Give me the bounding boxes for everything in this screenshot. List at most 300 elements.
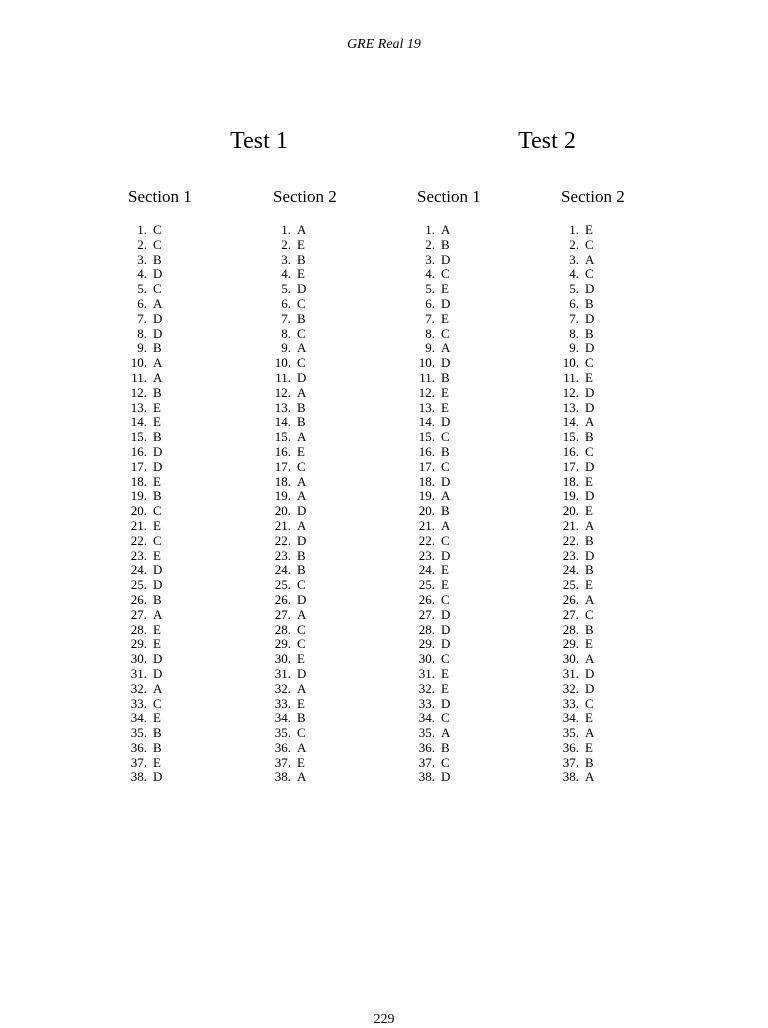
answer-row [414, 504, 484, 519]
question-number: 29. [274, 636, 291, 652]
question-number: 13. [418, 399, 435, 415]
answer-letter: E [441, 665, 449, 681]
answer-letter: A [297, 222, 307, 237]
answer-letter: D [153, 665, 163, 681]
answer-letter: E [153, 414, 161, 430]
answer-row [414, 563, 484, 578]
question-number: 14. [130, 414, 147, 430]
question-number: 30. [418, 651, 435, 667]
answer-row [558, 356, 628, 371]
question-number: 14. [562, 414, 579, 430]
answer-row [414, 297, 484, 312]
answer-letter: E [441, 680, 449, 696]
answer-row [126, 608, 196, 623]
question-number: 26. [130, 591, 147, 607]
answer-row [126, 475, 196, 490]
answer-row [270, 726, 340, 741]
answer-row [270, 445, 340, 460]
answer-row [270, 563, 340, 578]
question-number: 9. [137, 340, 147, 356]
question-number: 20. [418, 503, 435, 519]
question-number: 2. [281, 236, 291, 252]
answer-letter: D [297, 591, 307, 607]
answer-row [270, 327, 340, 342]
answer-letter: E [153, 710, 161, 726]
question-number: 22. [274, 532, 291, 548]
answer-row [414, 741, 484, 756]
question-number: 35. [274, 725, 291, 741]
question-number: 33. [274, 695, 291, 711]
answer-row [414, 415, 484, 430]
answer-row [414, 697, 484, 712]
answer-letter: A [297, 473, 307, 489]
answer-row [270, 504, 340, 519]
answer-row [558, 253, 628, 268]
answer-row [270, 371, 340, 386]
answer-row [558, 415, 628, 430]
answer-row [126, 623, 196, 638]
answer-row [414, 238, 484, 253]
answer-row [558, 430, 628, 445]
answer-letter: B [585, 621, 594, 637]
answer-row [558, 623, 628, 638]
answer-row [126, 223, 196, 238]
answer-letter: D [297, 532, 307, 548]
answer-letter: D [585, 340, 595, 356]
answer-row [414, 312, 484, 327]
answer-row [126, 386, 196, 401]
answer-letter: E [441, 399, 449, 415]
answer-letter: D [441, 473, 451, 489]
answer-letter: D [585, 547, 595, 563]
answer-row [558, 371, 628, 386]
question-number: 27. [274, 606, 291, 622]
test-1-section-2-answers [270, 223, 340, 785]
answer-row [270, 578, 340, 593]
answer-letter: E [585, 710, 593, 726]
answer-row [126, 401, 196, 416]
answer-row [126, 460, 196, 475]
answer-row [414, 608, 484, 623]
answer-row [558, 341, 628, 356]
answer-row [414, 341, 484, 356]
answer-letter: E [297, 236, 305, 252]
answer-row [270, 534, 340, 549]
answer-row [558, 697, 628, 712]
question-number: 38. [274, 769, 291, 785]
question-number: 10. [562, 355, 579, 371]
answer-letter: E [297, 266, 305, 282]
answer-letter: C [153, 695, 162, 711]
question-number: 37. [274, 754, 291, 770]
answer-row [270, 667, 340, 682]
answer-letter: A [297, 488, 307, 504]
answer-row [558, 489, 628, 504]
answer-letter: B [441, 236, 450, 252]
question-number: 23. [274, 547, 291, 563]
answer-row [414, 667, 484, 682]
question-number: 24. [418, 562, 435, 578]
question-number: 31. [130, 665, 147, 681]
question-number: 7. [137, 310, 147, 326]
question-number: 10. [130, 355, 147, 371]
answer-letter: E [441, 577, 449, 593]
answer-row [126, 267, 196, 282]
answer-row [126, 726, 196, 741]
answer-row [558, 312, 628, 327]
question-number: 20. [562, 503, 579, 519]
answer-letter: A [585, 725, 595, 741]
answer-letter: D [441, 695, 451, 711]
answer-letter: E [585, 577, 593, 593]
answer-letter: B [153, 725, 162, 741]
answer-row [558, 593, 628, 608]
test-1-section-1-answers [126, 223, 196, 785]
question-number: 26. [418, 591, 435, 607]
question-number: 36. [130, 739, 147, 755]
answer-row [414, 593, 484, 608]
answer-letter: C [585, 443, 594, 459]
question-number: 19. [130, 488, 147, 504]
answer-row [558, 223, 628, 238]
question-number: 38. [562, 769, 579, 785]
answer-letter: C [585, 236, 594, 252]
answer-row [270, 460, 340, 475]
answer-row [270, 519, 340, 534]
answer-letter: C [441, 266, 450, 282]
answer-row [270, 415, 340, 430]
question-number: 12. [418, 384, 435, 400]
answer-letter: A [585, 651, 595, 667]
answer-letter: A [297, 384, 307, 400]
answer-letter: D [441, 295, 451, 311]
answer-letter: E [441, 384, 449, 400]
question-number: 28. [130, 621, 147, 637]
question-number: 21. [274, 517, 291, 533]
question-number: 19. [418, 488, 435, 504]
question-number: 15. [130, 429, 147, 445]
answer-row [126, 519, 196, 534]
answer-letter: C [297, 621, 306, 637]
answer-row [558, 770, 628, 785]
question-number: 33. [562, 695, 579, 711]
question-number: 33. [130, 695, 147, 711]
answer-letter: C [297, 636, 306, 652]
answer-row [270, 238, 340, 253]
answer-letter: D [585, 680, 595, 696]
question-number: 37. [130, 754, 147, 770]
answer-letter: B [585, 325, 594, 341]
question-number: 1. [137, 222, 147, 237]
question-number: 1. [569, 222, 579, 237]
question-number: 15. [418, 429, 435, 445]
question-number: 14. [418, 414, 435, 430]
answer-letter: D [153, 443, 163, 459]
answer-letter: E [153, 636, 161, 652]
question-number: 34. [274, 710, 291, 726]
answer-letter: D [297, 665, 307, 681]
question-number: 30. [562, 651, 579, 667]
answer-row [558, 534, 628, 549]
answer-letter: D [153, 266, 163, 282]
answer-letter: D [585, 281, 595, 297]
answer-letter: E [441, 281, 449, 297]
answer-row [270, 697, 340, 712]
answer-row [414, 534, 484, 549]
answer-letter: D [153, 458, 163, 474]
answer-letter: B [585, 429, 594, 445]
question-number: 10. [274, 355, 291, 371]
answer-letter: A [153, 680, 163, 696]
answer-letter: B [297, 547, 306, 563]
answer-letter: D [585, 384, 595, 400]
question-number: 6. [281, 295, 291, 311]
question-number: 17. [418, 458, 435, 474]
question-number: 6. [569, 295, 579, 311]
question-number: 24. [274, 562, 291, 578]
question-number: 38. [130, 769, 147, 785]
question-number: 12. [130, 384, 147, 400]
answer-letter: C [585, 606, 594, 622]
answer-row [126, 534, 196, 549]
question-number: 27. [130, 606, 147, 622]
answer-letter: E [585, 369, 593, 385]
answer-letter: A [153, 295, 163, 311]
answer-row [270, 386, 340, 401]
answer-letter: D [153, 651, 163, 667]
answer-row [270, 623, 340, 638]
answer-letter: C [297, 325, 306, 341]
answer-row [414, 356, 484, 371]
answer-row [270, 475, 340, 490]
answer-row [126, 430, 196, 445]
answer-row [270, 356, 340, 371]
answer-letter: C [153, 222, 162, 237]
question-number: 36. [562, 739, 579, 755]
question-number: 6. [137, 295, 147, 311]
answer-row [126, 741, 196, 756]
answer-row [126, 770, 196, 785]
answer-row [414, 327, 484, 342]
answer-letter: E [297, 651, 305, 667]
answer-row [270, 297, 340, 312]
question-number: 28. [418, 621, 435, 637]
question-number: 21. [418, 517, 435, 533]
question-number: 8. [137, 325, 147, 341]
question-number: 27. [562, 606, 579, 622]
answer-letter: B [441, 503, 450, 519]
answer-row [414, 445, 484, 460]
answer-row [270, 430, 340, 445]
answer-letter: D [153, 562, 163, 578]
answer-letter: C [441, 754, 450, 770]
answer-row [558, 578, 628, 593]
answer-letter: A [585, 517, 595, 533]
answer-row [270, 223, 340, 238]
answer-row [414, 371, 484, 386]
answer-letter: B [297, 710, 306, 726]
question-number: 19. [562, 488, 579, 504]
answer-row [558, 726, 628, 741]
question-number: 24. [130, 562, 147, 578]
question-number: 23. [418, 547, 435, 563]
answer-letter: B [153, 591, 162, 607]
question-number: 11. [131, 369, 147, 385]
answer-row [270, 267, 340, 282]
answer-row [126, 652, 196, 667]
answer-letter: A [585, 251, 595, 267]
answer-letter: B [153, 488, 162, 504]
question-number: 20. [130, 503, 147, 519]
answer-row [126, 312, 196, 327]
question-number: 24. [562, 562, 579, 578]
question-number: 19. [274, 488, 291, 504]
answer-row [558, 682, 628, 697]
answer-row [126, 593, 196, 608]
answer-letter: C [441, 532, 450, 548]
question-number: 32. [130, 680, 147, 696]
answer-letter: E [153, 754, 161, 770]
answer-letter: E [585, 739, 593, 755]
answer-letter: D [441, 547, 451, 563]
answer-letter: E [297, 695, 305, 711]
page-number: 229 [373, 1012, 395, 1027]
answer-row [126, 341, 196, 356]
answer-row [558, 637, 628, 652]
answer-letter: D [297, 281, 307, 297]
answer-letter: C [297, 725, 306, 741]
answer-letter: C [297, 355, 306, 371]
answer-letter: C [585, 695, 594, 711]
question-number: 33. [418, 695, 435, 711]
answer-letter: A [297, 340, 307, 356]
answer-row [270, 401, 340, 416]
answer-row [126, 445, 196, 460]
answer-row [270, 741, 340, 756]
answer-row [414, 652, 484, 667]
answer-row [558, 711, 628, 726]
question-number: 7. [281, 310, 291, 326]
answer-letter: D [585, 399, 595, 415]
question-number: 25. [418, 577, 435, 593]
question-number: 13. [274, 399, 291, 415]
question-number: 28. [562, 621, 579, 637]
answer-letter: B [297, 399, 306, 415]
test-1-title: Test 1 [230, 128, 288, 154]
answer-letter: C [585, 355, 594, 371]
question-number: 20. [274, 503, 291, 519]
question-number: 25. [130, 577, 147, 593]
answer-letter: B [441, 443, 450, 459]
answer-letter: C [441, 591, 450, 607]
answer-row [558, 327, 628, 342]
answer-row [126, 563, 196, 578]
question-number: 4. [137, 266, 147, 282]
answer-letter: B [297, 562, 306, 578]
answer-row [270, 682, 340, 697]
answer-row [558, 297, 628, 312]
question-number: 8. [569, 325, 579, 341]
answer-letter: E [585, 636, 593, 652]
answer-row [414, 267, 484, 282]
answer-row [558, 282, 628, 297]
answer-row [414, 711, 484, 726]
answer-row [414, 253, 484, 268]
answer-letter: D [297, 369, 307, 385]
answer-letter: C [441, 458, 450, 474]
answer-letter: C [585, 266, 594, 282]
answer-letter: C [297, 458, 306, 474]
answer-letter: B [297, 310, 306, 326]
answer-letter: D [441, 355, 451, 371]
question-number: 11. [419, 369, 435, 385]
answer-row [414, 430, 484, 445]
question-number: 35. [562, 725, 579, 741]
question-number: 5. [569, 281, 579, 297]
question-number: 5. [281, 281, 291, 297]
question-number: 34. [562, 710, 579, 726]
question-number: 34. [130, 710, 147, 726]
question-number: 7. [569, 310, 579, 326]
answer-letter: C [441, 651, 450, 667]
test-1-section-2-title: Section 2 [273, 187, 337, 206]
question-number: 31. [274, 665, 291, 681]
test-2-section-2-title: Section 2 [561, 187, 625, 206]
answer-row [558, 445, 628, 460]
question-number: 16. [274, 443, 291, 459]
answer-row [126, 578, 196, 593]
answer-row [558, 460, 628, 475]
answer-row [414, 282, 484, 297]
answer-letter: C [297, 295, 306, 311]
answer-letter: E [441, 310, 449, 326]
question-number: 10. [418, 355, 435, 371]
answer-letter: D [441, 251, 451, 267]
question-number: 25. [562, 577, 579, 593]
question-number: 37. [562, 754, 579, 770]
answer-letter: A [297, 429, 307, 445]
answer-letter: C [153, 503, 162, 519]
answer-letter: A [297, 606, 307, 622]
answer-letter: C [153, 281, 162, 297]
answer-letter: D [153, 325, 163, 341]
question-number: 23. [130, 547, 147, 563]
question-number: 28. [274, 621, 291, 637]
answer-letter: B [585, 754, 594, 770]
answer-row [270, 312, 340, 327]
question-number: 12. [562, 384, 579, 400]
answer-row [414, 475, 484, 490]
question-number: 35. [130, 725, 147, 741]
answer-row [126, 415, 196, 430]
answer-letter: E [153, 517, 161, 533]
question-number: 13. [562, 399, 579, 415]
question-number: 2. [137, 236, 147, 252]
question-number: 26. [562, 591, 579, 607]
question-number: 15. [274, 429, 291, 445]
answer-row [270, 756, 340, 771]
answer-row [270, 711, 340, 726]
answer-letter: C [441, 325, 450, 341]
question-number: 7. [425, 310, 435, 326]
answer-row [558, 267, 628, 282]
test-1-section-1-title: Section 1 [128, 187, 192, 206]
question-number: 30. [130, 651, 147, 667]
answer-row [414, 756, 484, 771]
answer-letter: A [585, 769, 595, 785]
answer-row [126, 637, 196, 652]
question-number: 11. [275, 369, 291, 385]
